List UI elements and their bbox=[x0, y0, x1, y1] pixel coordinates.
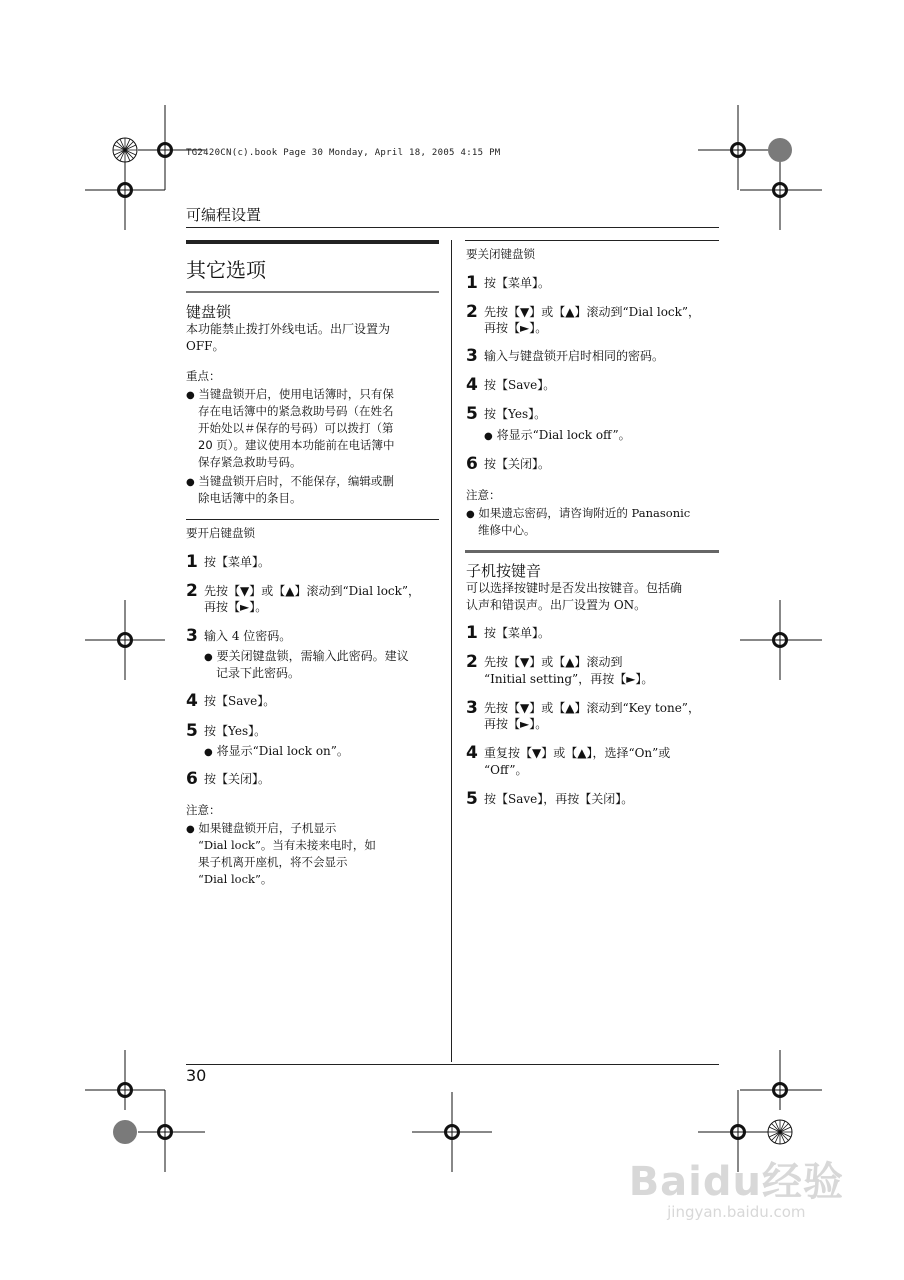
step-text: 按【菜单】。 bbox=[484, 626, 551, 640]
step-number: 4 bbox=[186, 691, 198, 711]
keypad-lock-desc-1: 本功能禁止拨打外线电话。出厂设置为 bbox=[186, 322, 391, 336]
enable-step-3-sub bbox=[204, 648, 409, 666]
step-number: 5 bbox=[466, 789, 478, 809]
important-bullet-1-line: 开始处以＃保存的号码）可以拨打（第 bbox=[198, 421, 394, 435]
enable-step-6 bbox=[186, 770, 270, 788]
step-text: 重复按【▼】或【▲】，选择“On”或 bbox=[484, 746, 671, 760]
enable-step-5-sub bbox=[204, 743, 349, 761]
step-text: 先按【▼】或【▲】滚动到“Dial lock”， bbox=[484, 305, 701, 319]
enable-step-3-sub-line2: 记录下此密码。 bbox=[216, 666, 301, 680]
section-rule bbox=[186, 291, 439, 293]
header-rule bbox=[186, 227, 719, 228]
enable-step-1 bbox=[186, 553, 270, 571]
bullet-line: 当键盘锁开启时，不能保存，编辑或删 bbox=[198, 474, 394, 488]
step-text: 按【菜单】。 bbox=[204, 555, 271, 569]
step-number: 2 bbox=[466, 652, 478, 672]
enable-note-line: “Dial lock”。当有未接来电时，如 bbox=[198, 838, 376, 852]
disable-step-2 bbox=[466, 303, 700, 321]
disable-step-5-sub bbox=[484, 427, 631, 445]
bullet-icon: ● bbox=[466, 509, 475, 520]
step-number: 3 bbox=[186, 626, 198, 646]
enable-step-5 bbox=[186, 722, 266, 740]
enable-step-2-line2: 再按【►】。 bbox=[204, 600, 268, 614]
step-text: 按【Save】。 bbox=[484, 378, 556, 392]
disable-step-2-line2: 再按【►】。 bbox=[484, 321, 548, 335]
enable-step-2 bbox=[186, 582, 420, 600]
important-bullet-2 bbox=[186, 473, 394, 491]
key-tone-step-5 bbox=[466, 790, 633, 808]
important-bullet-1 bbox=[186, 386, 394, 404]
sub-text: 要关闭键盘锁，需输入此密码。建议 bbox=[216, 649, 409, 663]
disable-step-4 bbox=[466, 376, 555, 394]
step-text: 按【Save】，再按【关闭】。 bbox=[484, 792, 634, 806]
step-text: 输入与键盘锁开启时相同的密码。 bbox=[484, 349, 665, 363]
disable-step-1 bbox=[466, 274, 550, 292]
key-tone-step-3 bbox=[466, 699, 700, 717]
key-tone-rule bbox=[465, 550, 719, 553]
disable-rule bbox=[465, 240, 719, 241]
enable-note bbox=[186, 820, 336, 838]
disable-note-line: 维修中心。 bbox=[478, 523, 536, 537]
step-number: 1 bbox=[186, 552, 198, 572]
disable-step-6 bbox=[466, 455, 550, 473]
enable-note-line: “Dial lock”。 bbox=[198, 872, 273, 886]
disable-step-3 bbox=[466, 347, 664, 365]
key-tone-desc-1: 可以选择按键时是否发出按键音。包括确 bbox=[466, 581, 683, 595]
step-number: 5 bbox=[466, 404, 478, 424]
important-bullet-1-line: 20 页）。建议使用本功能前在电话簿中 bbox=[198, 438, 395, 452]
page-number: 30 bbox=[186, 1066, 207, 1085]
bullet-line: 当键盘锁开启，使用电话簿时，只有保 bbox=[198, 387, 394, 401]
step-text: 先按【▼】或【▲】滚动到 bbox=[484, 655, 623, 669]
important-bullet-2-line: 除电话簿中的条目。 bbox=[198, 491, 302, 505]
sub-text: 将显示“Dial lock on”。 bbox=[216, 744, 349, 758]
bullet-icon: ● bbox=[484, 431, 493, 442]
step-text: 按【Save】。 bbox=[204, 694, 276, 708]
page-header-title: 可编程设置 bbox=[186, 206, 262, 224]
step-number: 5 bbox=[186, 721, 198, 741]
step-text: 先按【▼】或【▲】滚动到“Key tone”， bbox=[484, 701, 700, 715]
step-number: 1 bbox=[466, 273, 478, 293]
step-number: 4 bbox=[466, 743, 478, 763]
step-text: 按【Yes】。 bbox=[484, 407, 547, 421]
step-number: 3 bbox=[466, 698, 478, 718]
disable-heading: 要关闭键盘锁 bbox=[466, 247, 535, 261]
step-number: 1 bbox=[466, 623, 478, 643]
sub-text: 将显示“Dial lock off”。 bbox=[496, 428, 631, 442]
column-divider bbox=[451, 240, 452, 1062]
key-tone-step-1 bbox=[466, 624, 550, 642]
step-number: 2 bbox=[186, 581, 198, 601]
footer-rule bbox=[186, 1064, 719, 1065]
step-number: 4 bbox=[466, 375, 478, 395]
disable-note-label: 注意： bbox=[466, 488, 501, 502]
bullet-icon: ● bbox=[186, 477, 195, 488]
step-number: 6 bbox=[186, 769, 198, 789]
important-label: 重点： bbox=[186, 369, 221, 383]
key-tone-desc-2: 认声和错误声。出厂设置为 ON。 bbox=[466, 598, 647, 612]
enable-note-label: 注意： bbox=[186, 803, 221, 817]
step-number: 2 bbox=[466, 302, 478, 322]
bullet-icon: ● bbox=[186, 824, 195, 835]
important-bullet-1-line: 保存紧急救助号码。 bbox=[198, 455, 302, 469]
step-text: 按【关闭】。 bbox=[204, 772, 271, 786]
note-line: 如果遗忘密码，请咨询附近的 Panasonic bbox=[478, 506, 691, 520]
key-tone-step-3-line2: 再按【►】。 bbox=[484, 717, 548, 731]
watermark-logo: Baidu经验 bbox=[628, 1159, 844, 1205]
note-line: 如果键盘锁开启，子机显示 bbox=[198, 821, 337, 835]
key-tone-step-4-line2: “Off”。 bbox=[484, 763, 528, 777]
enable-heading: 要开启键盘锁 bbox=[186, 526, 255, 540]
watermark bbox=[629, 1150, 844, 1221]
bullet-icon: ● bbox=[186, 390, 195, 401]
book-info: TG2420CN(c).book Page 30 Monday, April 18, 2005 4:15 PM bbox=[186, 148, 501, 158]
disable-note bbox=[466, 505, 690, 523]
step-text: 按【Yes】。 bbox=[204, 724, 267, 738]
step-text: 先按【▼】或【▲】滚动到“Dial lock”， bbox=[204, 584, 421, 598]
step-text: 输入 4 位密码。 bbox=[204, 629, 292, 643]
bullet-icon: ● bbox=[204, 747, 213, 758]
disable-step-5 bbox=[466, 405, 546, 423]
enable-rule bbox=[186, 519, 439, 520]
enable-step-4 bbox=[186, 692, 275, 710]
enable-step-3 bbox=[186, 627, 291, 645]
key-tone-step-2 bbox=[466, 653, 622, 671]
step-number: 6 bbox=[466, 454, 478, 474]
step-number: 3 bbox=[466, 346, 478, 366]
keypad-lock-desc-2: OFF。 bbox=[186, 339, 225, 353]
section-rule-top bbox=[186, 240, 439, 244]
key-tone-step-4 bbox=[466, 744, 670, 762]
important-bullet-1-line: 存在电话簿中的紧急救助号码（在姓名 bbox=[198, 404, 394, 418]
bullet-icon: ● bbox=[204, 652, 213, 663]
watermark-url: jingyan.baidu.com bbox=[667, 1203, 806, 1221]
section-title: 其它选项 bbox=[186, 258, 266, 282]
step-text: 按【菜单】。 bbox=[484, 276, 551, 290]
step-text: 按【关闭】。 bbox=[484, 457, 551, 471]
key-tone-title: 子机按键音 bbox=[466, 562, 542, 580]
key-tone-step-2-line2: “Initial setting”，再按【►】。 bbox=[484, 672, 654, 686]
keypad-lock-title: 键盘锁 bbox=[186, 303, 232, 321]
enable-note-line: 果子机离开座机，将不会显示 bbox=[198, 855, 348, 869]
